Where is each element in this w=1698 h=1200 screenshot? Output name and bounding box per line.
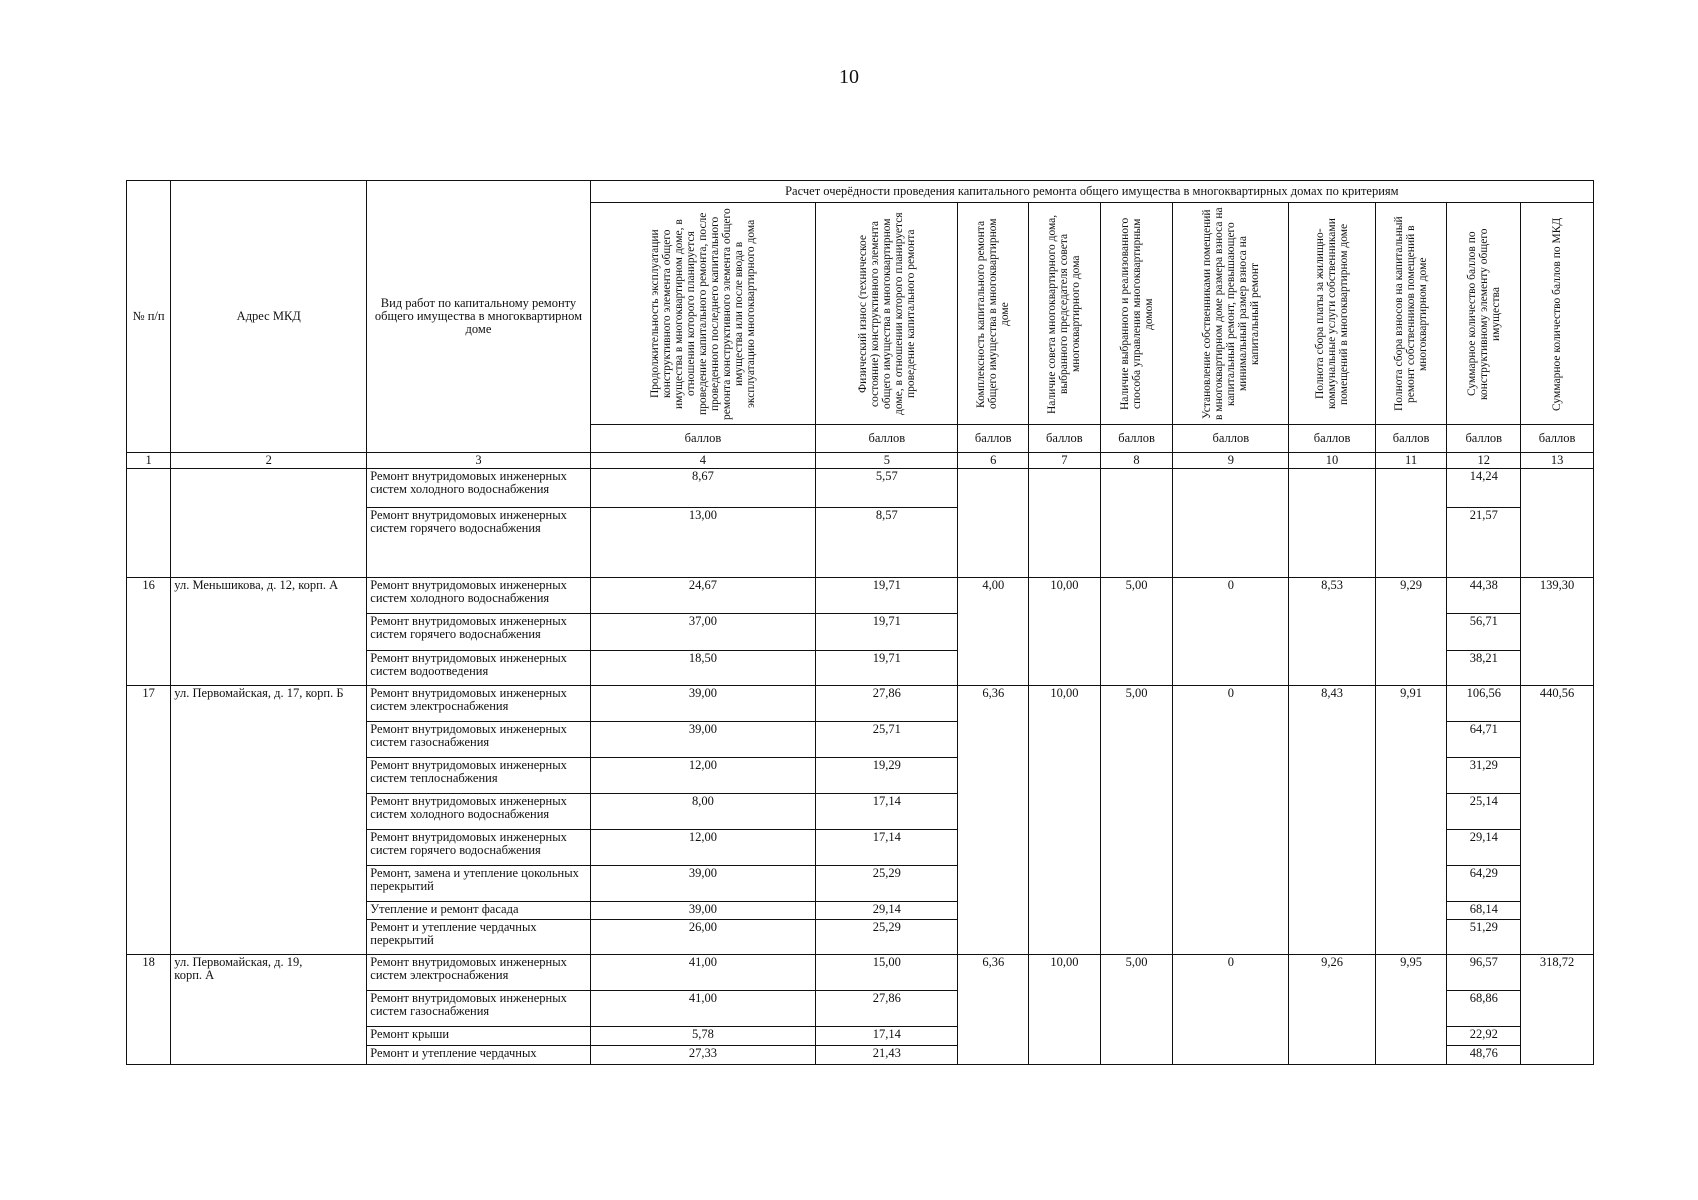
unit-label: баллов <box>1173 425 1289 453</box>
score-council: 10,00 <box>1029 955 1101 1065</box>
col-number: 5 <box>816 453 958 469</box>
unit-label: баллов <box>816 425 958 453</box>
score-wear: 25,29 <box>816 866 958 902</box>
score-duration: 41,00 <box>590 955 816 991</box>
score-duration: 12,00 <box>590 758 816 794</box>
criterion-contribution: Установление собственниками помещений в многоквартирном доме размера взноса на капитальный ремонт, превышающего минимальный размер взноса на капитальный ремонт <box>1200 207 1261 420</box>
work-type: Ремонт и утепление чердачных перекрытий <box>367 920 590 955</box>
page-number: 10 <box>839 66 859 88</box>
header-no: № п/п <box>127 181 171 453</box>
score-wear: 27,86 <box>816 991 958 1027</box>
score-element-sum: 38,21 <box>1447 651 1521 686</box>
criterion-wear: Физический износ (техническое состояние) конструктивного элемента общего имущества в многоквартирном доме, в отношении которого планируется проведение капитального ремонта <box>856 212 917 415</box>
unit-label: баллов <box>958 425 1029 453</box>
score-duration: 8,00 <box>590 794 816 830</box>
unit-label: баллов <box>1375 425 1447 453</box>
score-utility-payments: 8,53 <box>1289 578 1375 686</box>
score-wear: 25,71 <box>816 722 958 758</box>
score-wear: 19,71 <box>816 651 958 686</box>
score-duration: 39,00 <box>590 866 816 902</box>
work-type: Ремонт внутридомовых инженерных систем горячего водоснабжения <box>367 830 590 866</box>
building-address: ул. Меньшикова, д. 12, корп. А <box>171 578 367 686</box>
header-criteria-title: Расчет очерёдности проведения капитального ремонта общего имущества в многоквартирных домах по критериям <box>590 181 1593 203</box>
priority-table <box>126 180 1594 1065</box>
col-number: 1 <box>127 453 171 469</box>
work-type: Ремонт, замена и утепление цокольных перекрытий <box>367 866 590 902</box>
score-duration: 39,00 <box>590 686 816 722</box>
score-duration: 27,33 <box>590 1046 816 1065</box>
score-duration: 8,67 <box>590 469 816 508</box>
unit-label: баллов <box>1100 425 1173 453</box>
unit-label: баллов <box>1521 425 1594 453</box>
score-wear: 19,71 <box>816 614 958 651</box>
criterion-management: Наличие выбранного и реализованного способа управления многоквартирным домом <box>1118 217 1155 410</box>
work-type: Ремонт внутридомовых инженерных систем холодного водоснабжения <box>367 578 590 614</box>
col-number: 9 <box>1173 453 1289 469</box>
criterion-utility-payments: Полнота сбора платы за жилищно-коммунальные услуги собственниками помещений в многоквартирном доме <box>1314 218 1351 409</box>
score-management: 5,00 <box>1100 578 1173 686</box>
score-duration: 41,00 <box>590 991 816 1027</box>
col-number: 4 <box>590 453 816 469</box>
score-element-sum: 64,71 <box>1447 722 1521 758</box>
criterion-repair-payments: Полнота сбора взносов на капитальный ремонт собственников помещений в многоквартирном доме <box>1393 216 1430 411</box>
table-row <box>127 955 1594 991</box>
score-council: 10,00 <box>1029 578 1101 686</box>
score-building-sum: 139,30 <box>1521 578 1594 686</box>
work-type: Ремонт внутридомовых инженерных систем горячего водоснабжения <box>367 508 590 578</box>
criterion-complexity: Комплексность капитального ремонта общего имущества в многоквартирном доме <box>975 218 1012 409</box>
work-type: Ремонт внутридомовых инженерных систем холодного водоснабжения <box>367 794 590 830</box>
header-address: Адрес МКД <box>171 181 367 453</box>
header-work-type: Вид работ по капитальному ремонту общего имущества в многоквартирном доме <box>367 181 590 453</box>
score-element-sum: 29,14 <box>1447 830 1521 866</box>
score-wear: 19,71 <box>816 578 958 614</box>
work-type: Ремонт внутридомовых инженерных систем электроснабжения <box>367 955 590 991</box>
criterion-council: Наличие совета многоквартирного дома, выбранного председателя совета многоквартирного дома <box>1046 213 1083 414</box>
work-type: Ремонт и утепление чердачных <box>367 1046 590 1065</box>
table-row <box>127 578 1594 614</box>
score-element-sum: 96,57 <box>1447 955 1521 991</box>
score-wear: 15,00 <box>816 955 958 991</box>
col-number: 6 <box>958 453 1029 469</box>
score-wear: 25,29 <box>816 920 958 955</box>
score-wear: 19,29 <box>816 758 958 794</box>
unit-label: баллов <box>1289 425 1375 453</box>
score-wear: 27,86 <box>816 686 958 722</box>
score-duration: 39,00 <box>590 722 816 758</box>
score-wear: 17,14 <box>816 794 958 830</box>
score-duration: 39,00 <box>590 902 816 920</box>
col-number: 7 <box>1029 453 1101 469</box>
score-wear: 29,14 <box>816 902 958 920</box>
col-number: 3 <box>367 453 590 469</box>
score-element-sum: 21,57 <box>1447 508 1521 578</box>
work-type: Утепление и ремонт фасада <box>367 902 590 920</box>
score-utility-payments: 8,43 <box>1289 686 1375 955</box>
building-address: ул. Первомайская, д. 17, корп. Б <box>171 686 367 955</box>
col-number: 13 <box>1521 453 1594 469</box>
work-type: Ремонт внутридомовых инженерных систем электроснабжения <box>367 686 590 722</box>
col-number: 10 <box>1289 453 1375 469</box>
score-building-sum: 318,72 <box>1521 955 1594 1065</box>
score-contribution: 0 <box>1173 686 1289 955</box>
score-element-sum: 48,76 <box>1447 1046 1521 1065</box>
unit-label: баллов <box>1447 425 1521 453</box>
table-row <box>127 686 1594 722</box>
score-duration: 26,00 <box>590 920 816 955</box>
work-type: Ремонт внутридомовых инженерных систем водоотведения <box>367 651 590 686</box>
score-element-sum: 68,14 <box>1447 902 1521 920</box>
score-building-sum: 440,56 <box>1521 686 1594 955</box>
score-element-sum: 22,92 <box>1447 1027 1521 1046</box>
score-element-sum: 44,38 <box>1447 578 1521 614</box>
score-duration: 18,50 <box>590 651 816 686</box>
score-repair-payments: 9,95 <box>1375 955 1447 1065</box>
score-management: 5,00 <box>1100 955 1173 1065</box>
score-element-sum: 56,71 <box>1447 614 1521 651</box>
score-wear: 8,57 <box>816 508 958 578</box>
col-number: 2 <box>171 453 367 469</box>
score-utility-payments: 9,26 <box>1289 955 1375 1065</box>
score-complexity: 6,36 <box>958 955 1029 1065</box>
row-number: 17 <box>127 686 171 955</box>
score-wear: 17,14 <box>816 830 958 866</box>
score-wear: 5,57 <box>816 469 958 508</box>
table-row <box>127 469 1594 508</box>
score-complexity: 6,36 <box>958 686 1029 955</box>
score-element-sum: 51,29 <box>1447 920 1521 955</box>
work-type: Ремонт внутридомовых инженерных систем газоснабжения <box>367 722 590 758</box>
score-repair-payments: 9,29 <box>1375 578 1447 686</box>
score-element-sum: 14,24 <box>1447 469 1521 508</box>
work-type: Ремонт крыши <box>367 1027 590 1046</box>
col-number: 8 <box>1100 453 1173 469</box>
score-repair-payments: 9,91 <box>1375 686 1447 955</box>
score-element-sum: 25,14 <box>1447 794 1521 830</box>
score-duration: 37,00 <box>590 614 816 651</box>
score-council: 10,00 <box>1029 686 1101 955</box>
score-wear: 17,14 <box>816 1027 958 1046</box>
work-type: Ремонт внутридомовых инженерных систем холодного водоснабжения <box>367 469 590 508</box>
score-management: 5,00 <box>1100 686 1173 955</box>
score-element-sum: 106,56 <box>1447 686 1521 722</box>
score-contribution: 0 <box>1173 955 1289 1065</box>
score-element-sum: 31,29 <box>1447 758 1521 794</box>
work-type: Ремонт внутридомовых инженерных систем газоснабжения <box>367 991 590 1027</box>
row-number: 16 <box>127 578 171 686</box>
unit-label: баллов <box>590 425 816 453</box>
criterion-element-sum: Суммарное количество баллов по конструктивному элементу общего имущества <box>1465 227 1502 400</box>
criterion-building-sum: Суммарное количество баллов по МКД <box>1551 216 1564 411</box>
building-address: ул. Первомайская, д. 19, корп. А <box>171 955 367 1065</box>
score-duration: 13,00 <box>590 508 816 578</box>
score-duration: 12,00 <box>590 830 816 866</box>
score-element-sum: 64,29 <box>1447 866 1521 902</box>
score-contribution: 0 <box>1173 578 1289 686</box>
col-number: 11 <box>1375 453 1447 469</box>
col-number: 12 <box>1447 453 1521 469</box>
score-duration: 24,67 <box>590 578 816 614</box>
row-number: 18 <box>127 955 171 1065</box>
score-element-sum: 68,86 <box>1447 991 1521 1027</box>
score-complexity: 4,00 <box>958 578 1029 686</box>
score-wear: 21,43 <box>816 1046 958 1065</box>
unit-label: баллов <box>1029 425 1101 453</box>
work-type: Ремонт внутридомовых инженерных систем горячего водоснабжения <box>367 614 590 651</box>
score-duration: 5,78 <box>590 1027 816 1046</box>
criterion-duration: Продолжительность эксплуатации конструктивного элемента общего имущества в многоквартирном доме, в отношении которого планируется проведение капитального ремонта, после проведенного последнего капитального ремонта конструктивного элемента общего имущества или после ввода в эксплуатацию многоквартирного дома <box>648 207 757 420</box>
work-type: Ремонт внутридомовых инженерных систем теплоснабжения <box>367 758 590 794</box>
